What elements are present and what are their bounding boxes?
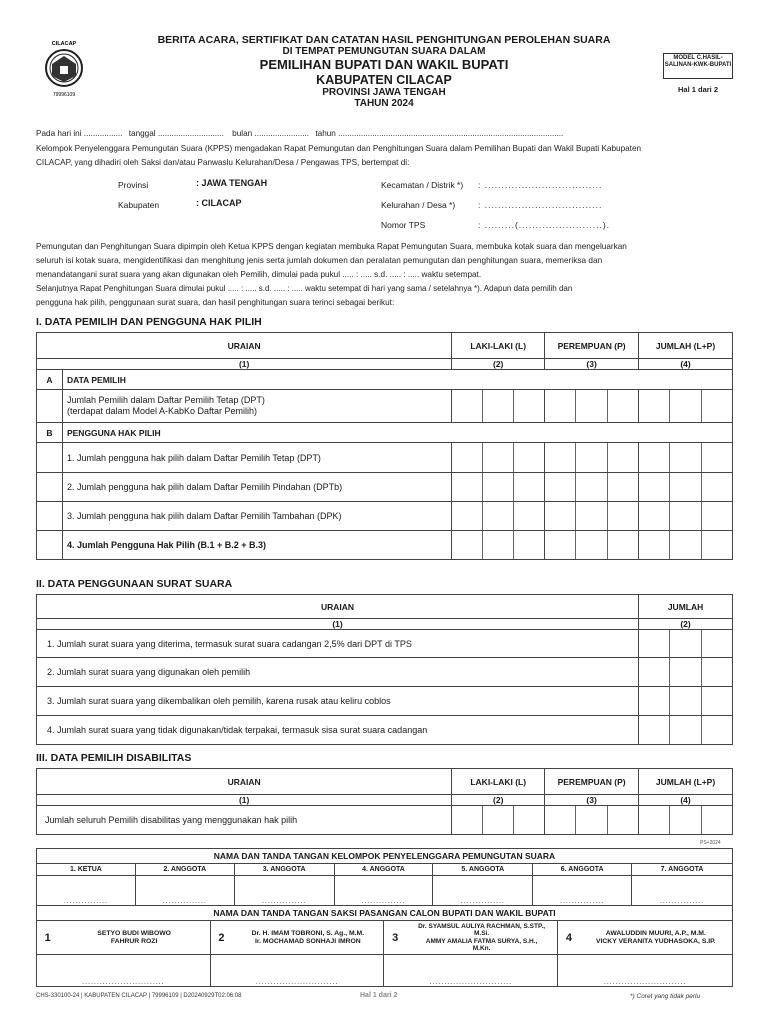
- s1-b3-l-input[interactable]: [452, 502, 545, 531]
- kpps-sign-3[interactable]: ...............: [234, 876, 334, 906]
- saksi-no-2: 2: [210, 921, 232, 955]
- s1-a-title: DATA PEMILIH: [62, 370, 732, 390]
- s3-col-p: PEREMPUAN (P): [545, 769, 639, 795]
- saksi-sign-4[interactable]: ............................: [558, 955, 733, 987]
- kpps-sign-2[interactable]: ...............: [135, 876, 234, 906]
- s1-b2-j-input[interactable]: [639, 473, 733, 502]
- s2-num2: (2): [639, 619, 733, 630]
- kpps-roles-row: [37, 864, 733, 876]
- s1-col-l: LAKI-LAKI (L): [452, 333, 545, 359]
- s1-a-code: A: [37, 370, 63, 390]
- kpps-role-4: 4. ANGGOTA: [334, 864, 433, 876]
- logo-bottom-text: 79996109: [52, 92, 76, 98]
- logo-top-text: CILACAP: [51, 41, 77, 47]
- s1-b3: 3. Jumlah pengguna hak pilih dalam Daftar Pemilih Tambahan (DPK): [62, 502, 451, 531]
- model-code-box: MODEL C.HASIL-SALINAN-KWK-BUPATI: [663, 53, 733, 79]
- s2-r1-input[interactable]: [639, 630, 733, 658]
- section2-title: II. DATA PENGGUNAAN SURAT SUARA: [36, 578, 233, 590]
- s1-a-j-input[interactable]: [639, 390, 733, 423]
- saksi-name-1: SETYO BUDI WIBOWO FAHRUR ROZI: [58, 921, 210, 955]
- body-p2-line1: Selanjutnya Rapat Penghitungan Suara dimulai pukul ..... : ..... s.d. ..... : ..... waktu setempat di hari yang sama / setelahnya *). Adapun data pemilih dan: [36, 284, 573, 293]
- s2-r2-input[interactable]: [639, 658, 733, 687]
- s1-b4: 4. Jumlah Pengguna Hak Pilih (B.1 + B.2 + B.3): [62, 531, 451, 560]
- kecamatan-label: Kecamatan / Distrik *): [381, 180, 464, 190]
- header-line4: KABUPATEN CILACAP: [316, 72, 452, 87]
- s1-a-item: Jumlah Pemilih dalam Daftar Pemilih Tetap (DPT) (terdapat dalam Model A-KabKo Daftar Pemilih): [62, 390, 451, 423]
- saksi-no-1: 1: [37, 921, 59, 955]
- kpps-role-1: 1. KETUA: [37, 864, 136, 876]
- s1-col-j: JUMLAH (L+P): [639, 333, 733, 359]
- s1-b2: 2. Jumlah pengguna hak pilih dalam Daftar Pemilih Pindahan (DPTb): [62, 473, 451, 502]
- s1-num3: (3): [545, 359, 639, 370]
- s2-num1: (1): [37, 619, 639, 630]
- s2-col-j: JUMLAH: [639, 595, 733, 619]
- kabupaten-value: : CILACAP: [196, 198, 242, 208]
- kpu-emblem-icon: [36, 36, 92, 98]
- s2-r3-input[interactable]: [639, 687, 733, 716]
- saksi-no-4: 4: [558, 921, 580, 955]
- kpps-sign-7[interactable]: ...............: [632, 876, 733, 906]
- document-header: [110, 34, 658, 110]
- kpps-signature-row: [37, 876, 733, 906]
- header-line1: BERITA ACARA, SERTIFIKAT DAN CATATAN HASIL PENGHITUNGAN PEROLEHAN SUARA: [157, 34, 611, 46]
- s2-r1: 1. Jumlah surat suara yang diterima, termasuk surat suara cadangan 2,5% dari DPT di TPS: [37, 630, 639, 658]
- s1-b1-j-input[interactable]: [639, 443, 733, 473]
- s3-col-uraian: URAIAN: [37, 769, 452, 795]
- saksi-no-3: 3: [384, 921, 406, 955]
- header-line3: PEMILIHAN BUPATI DAN WAKIL BUPATI: [259, 56, 509, 72]
- s1-num4: (4): [639, 359, 733, 370]
- intro-line1: Pada hari ini ................. tanggal ............................. bulan ........................ tahun ...................................................................................................: [36, 129, 564, 138]
- saksi-signature-table: [36, 905, 733, 987]
- s1-b-code: B: [37, 423, 63, 443]
- s3-num4: (4): [639, 795, 733, 806]
- saksi-sign-2[interactable]: ............................: [210, 955, 384, 987]
- kelurahan-label: Kelurahan / Desa *): [381, 200, 456, 210]
- small-code: PS+2024: [700, 840, 721, 846]
- kpps-sign-1[interactable]: ...............: [37, 876, 136, 906]
- saksi-name-2: Dr. H. IMAM TOBRONI, S. Ag., M.M. Ir. MOCHAMAD SONHAJI IMRON: [232, 921, 384, 955]
- s3-r1-j-input[interactable]: [639, 806, 733, 835]
- tps-label: Nomor TPS: [381, 220, 426, 230]
- s1-b2-p-input[interactable]: [545, 473, 639, 502]
- kpps-role-5: 5. ANGGOTA: [433, 864, 533, 876]
- saksi-name-3: Dr. SYAMSUL AULIYA RACHMAN, S.STP., M.Si. AMMY AMALIA FATMA SURYA, S.H., M.Kn.: [406, 921, 558, 955]
- kpps-signature-table: [36, 848, 733, 906]
- intro-line2: Kelompok Penyelenggara Pemungutan Suara (KPPS) mengadakan Rapat Pemungutan dan Penghitungan Suara dalam Pemilihan Bupati dan Wakil Bupati Kabupaten: [36, 144, 642, 153]
- section3-table: [36, 768, 733, 835]
- section1-title: I. DATA PEMILIH DAN PENGGUNA HAK PILIH: [36, 316, 262, 328]
- kpps-title: NAMA DAN TANDA TANGAN KELOMPOK PENYELENGGARA PEMUNGUTAN SUARA: [37, 849, 733, 864]
- saksi-title: NAMA DAN TANDA TANGAN SAKSI PASANGAN CALON BUPATI DAN WAKIL BUPATI: [37, 906, 733, 921]
- page-indicator: Hal 1 dari 2: [677, 85, 719, 94]
- s3-r1-p-input[interactable]: [545, 806, 639, 835]
- body-p2-line2: pengguna hak pilih, penggunaan surat suara, dan hasil penghitungan suara terinci sebagai berikut:: [36, 298, 395, 307]
- s2-r3: 3. Jumlah surat suara yang dikembalikan oleh pemilih, karena rusak atau keliru coblos: [37, 687, 639, 716]
- s1-num2: (2): [452, 359, 545, 370]
- kpps-sign-4[interactable]: ...............: [334, 876, 433, 906]
- header-line5: PROVINSI JAWA TENGAH: [322, 86, 446, 98]
- s2-col-uraian: URAIAN: [37, 595, 639, 619]
- header-line2: DI TEMPAT PEMUNGUTAN SUARA DALAM: [282, 46, 486, 58]
- s1-a-p-input[interactable]: [545, 390, 639, 423]
- saksi-name-4: AWALUDDIN MUURI, A.P., M.M. VICKY VERANITA YUDHASOKA, S.IP.: [580, 921, 733, 955]
- s3-r1: Jumlah seluruh Pemilih disabilitas yang menggunakan hak pilih: [37, 806, 452, 835]
- footer-right: *) Coret yang tidak perlu: [630, 993, 701, 1000]
- s1-col-p: PEREMPUAN (P): [545, 333, 639, 359]
- s1-b3-p-input[interactable]: [545, 502, 639, 531]
- saksi-sign-3[interactable]: ............................: [384, 955, 558, 987]
- s3-col-j: JUMLAH (L+P): [639, 769, 733, 795]
- s1-b4-j-input[interactable]: [639, 531, 733, 560]
- body-p1-line1: Pemungutan dan Penghitungan Suara dipimpin oleh Ketua KPPS dengan kegiatan membuka Rapat Pemungutan Suara, membuka kotak suara dan mengeluarkan: [36, 242, 627, 251]
- kpps-sign-5[interactable]: ...............: [433, 876, 533, 906]
- kecamatan-field[interactable]: : ...................................: [478, 180, 603, 190]
- kpu-logo: [36, 36, 92, 98]
- kpps-role-3: 3. ANGGOTA: [234, 864, 334, 876]
- provinsi-label: Provinsi: [118, 180, 149, 190]
- s1-a-l-input[interactable]: [452, 390, 545, 423]
- s1-b4-l-input[interactable]: [452, 531, 545, 560]
- s2-r4: 4. Jumlah surat suara yang tidak digunakan/tidak terpakai, termasuk sisa surat suara cadangan: [37, 716, 639, 745]
- s1-num1: (1): [37, 359, 452, 370]
- s3-col-l: LAKI-LAKI (L): [452, 769, 545, 795]
- s2-r2: 2. Jumlah surat suara yang digunakan oleh pemilih: [37, 658, 639, 687]
- footer-left: CHS-330100-24 | KABUPATEN CILACAP | 79996109 | D20240929T02:06:08: [36, 993, 242, 999]
- s1-b1: 1. Jumlah pengguna hak pilih dalam Daftar Pemilih Tetap (DPT): [62, 443, 451, 473]
- s1-b1-p-input[interactable]: [545, 443, 639, 473]
- header-line6: TAHUN 2024: [354, 98, 414, 110]
- kpps-role-6: 6. ANGGOTA: [533, 864, 632, 876]
- body-p1-line2: seluruh isi kotak suara, mengidentifikasi dan menghitung jenis serta jumlah dokumen dan peralatan pemungutan dan penghitungan suara, memeriksa dan: [36, 256, 603, 265]
- section1-table: [36, 332, 733, 560]
- s1-b3-j-input[interactable]: [639, 502, 733, 531]
- intro-line3: CILACAP, yang dihadiri oleh Saksi dan/atau Panwaslu Kelurahan/Desa / Pengawas TPS, bertempat di:: [36, 158, 410, 167]
- kelurahan-field[interactable]: : ...................................: [478, 200, 603, 210]
- section3-title: III. DATA PEMILIH DISABILITAS: [36, 752, 192, 764]
- s3-num3: (3): [545, 795, 639, 806]
- s3-r1-l-input[interactable]: [452, 806, 545, 835]
- s1-b2-l-input[interactable]: [452, 473, 545, 502]
- kabupaten-label: Kabupaten: [118, 200, 160, 210]
- s1-b4-p-input[interactable]: [545, 531, 639, 560]
- kpps-sign-6[interactable]: ...............: [533, 876, 632, 906]
- footer-center: Hal 1 dari 2: [360, 992, 398, 999]
- s1-b1-l-input[interactable]: [452, 443, 545, 473]
- kpps-role-7: 7. ANGGOTA: [632, 864, 733, 876]
- kpps-role-2: 2. ANGGOTA: [135, 864, 234, 876]
- body-p1-line3: menandatangani surat suara yang akan digunakan oleh Pemilih, dimulai pada pukul ..... : ..... s.d. ..... : ..... waktu setempat.: [36, 270, 482, 279]
- tps-field[interactable]: : .........(.........................).: [478, 220, 611, 230]
- s3-num2: (2): [452, 795, 545, 806]
- s2-r4-input[interactable]: [639, 716, 733, 745]
- provinsi-value: : JAWA TENGAH: [196, 178, 268, 188]
- saksi-sign-1[interactable]: ............................: [37, 955, 211, 987]
- s3-num1: (1): [37, 795, 452, 806]
- s1-col-uraian: URAIAN: [37, 333, 452, 359]
- section2-table: [36, 594, 733, 745]
- s1-b-title: PENGGUNA HAK PILIH: [62, 423, 732, 443]
